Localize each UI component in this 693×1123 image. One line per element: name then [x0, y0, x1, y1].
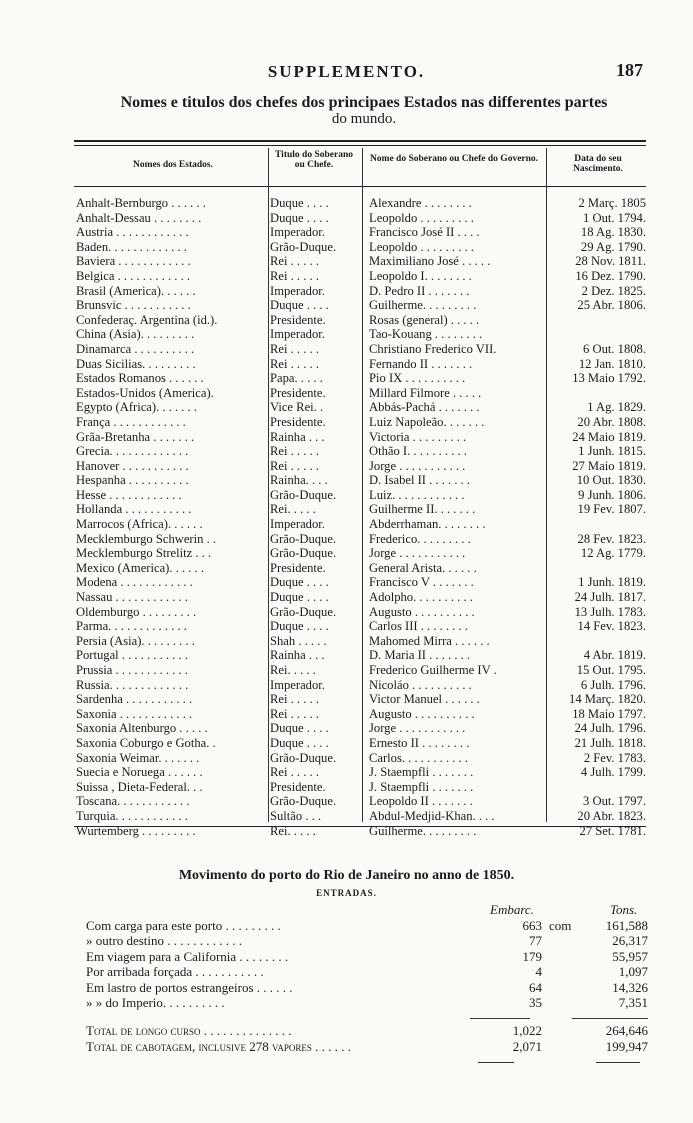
- col-header-vessels: Embarc.: [490, 902, 534, 917]
- table-row: [76, 751, 648, 766]
- ruler-title: Duque . . . .: [270, 196, 329, 210]
- ruler-title: Rei . . . . .: [270, 356, 319, 371]
- col-header-birth: Data do seu Nascimento.: [573, 154, 623, 174]
- table-row: [76, 765, 648, 780]
- state-name: Oldemburgo . . . . . . . . .: [76, 604, 197, 619]
- birth-date: 12 Ag. 1779.: [580, 546, 646, 561]
- state-name: Grãa-Bretanha . . . . . . .: [76, 429, 195, 444]
- state-name: Toscana. . . . . . . . . . . .: [76, 794, 190, 809]
- movement-row: [86, 918, 648, 933]
- table-row: [76, 707, 648, 722]
- ruler-title: Rei . . . . .: [270, 692, 319, 707]
- birth-date: 24 Julh. 1796.: [574, 721, 646, 736]
- movement-row: [86, 964, 648, 979]
- state-name: Turquia. . . . . . . . . . . .: [76, 808, 188, 823]
- ruler-name: D. Pedro II . . . . . . .: [369, 283, 470, 298]
- birth-date: 15 Out. 1795.: [576, 663, 646, 677]
- state-name: Belgica . . . . . . . . . . . .: [76, 268, 191, 283]
- header-bottom-rule: [74, 186, 646, 187]
- ruler-title: Rei. . . . .: [270, 663, 316, 677]
- table-row: [76, 211, 648, 226]
- state-name: Brasil (America). . . . . .: [76, 283, 196, 298]
- ruler-name: Maximiliano José . . . . .: [369, 254, 491, 269]
- ruler-name: Francisco V . . . . . . .: [369, 575, 474, 590]
- sum-rule-tons: [572, 1018, 648, 1019]
- state-name: Saxonia Weimar. . . . . . .: [76, 750, 200, 765]
- birth-date: 13 Julh. 1783.: [574, 604, 646, 619]
- state-name: Wurtemberg . . . . . . . . .: [76, 823, 196, 838]
- table-row: [76, 284, 648, 299]
- table-row: [76, 663, 648, 678]
- table-row: [76, 648, 648, 663]
- movement-tons: 55,957: [612, 948, 648, 964]
- state-name: Hespanha . . . . . . . . . .: [76, 473, 189, 488]
- table-row: [76, 605, 648, 620]
- ruler-name: Abbás-Pachá . . . . . . .: [369, 400, 480, 415]
- ruler-title: Grão-Duque.: [270, 239, 337, 254]
- ruler-name: Victor Manuel . . . . . .: [369, 692, 480, 707]
- birth-date: 24 Maio 1819.: [572, 429, 646, 444]
- birth-date: 13 Maio 1792.: [572, 371, 646, 386]
- birth-date: 4 Abr. 1819.: [583, 648, 646, 663]
- table-row: [76, 298, 648, 313]
- movement-row: [86, 933, 648, 948]
- ruler-title: Grão-Duque.: [270, 546, 337, 561]
- birth-date: 1 Junh. 1819.: [578, 575, 646, 590]
- state-name: Dinamarca . . . . . . . . . .: [76, 341, 195, 356]
- ruler-title: Papa. . . . .: [270, 371, 323, 386]
- birth-date: 21 Julh. 1818.: [574, 735, 646, 750]
- table-row: [76, 561, 648, 576]
- ruler-title: Grão-Duque.: [270, 604, 337, 619]
- ruler-title: Imperador.: [270, 327, 325, 342]
- table-row: [76, 473, 648, 488]
- table-row: [76, 590, 648, 605]
- birth-date: 3 Out. 1797.: [583, 794, 646, 809]
- state-name: Brunsvic . . . . . . . . . . .: [76, 298, 191, 313]
- ruler-title: Rei . . . . .: [270, 341, 319, 356]
- ruler-title: Rei . . . . .: [270, 765, 319, 780]
- ruler-name: Leopoldo . . . . . . . . .: [369, 239, 474, 254]
- end-rule-vessels: [478, 1062, 514, 1063]
- state-name: Parma. . . . . . . . . . . . .: [76, 619, 187, 634]
- movement-vessels: 64: [529, 979, 542, 995]
- totals-table: [86, 1023, 648, 1055]
- state-name: Sardenha . . . . . . . . . . .: [76, 692, 193, 707]
- page-number: 187: [616, 60, 643, 80]
- state-name: Hollanda . . . . . . . . . . .: [76, 502, 192, 517]
- state-name: Marrocos (Africa). . . . . .: [76, 517, 203, 532]
- movement-tons: 14,326: [612, 979, 648, 995]
- state-name: Russia. . . . . . . . . . . . .: [76, 677, 189, 692]
- state-name: Nassau . . . . . . . . . . . .: [76, 590, 188, 605]
- movement-label: Com carga para este porto . . . . . . . . .: [86, 918, 281, 933]
- col-header-states: Nomes dos Estados.: [133, 160, 213, 170]
- state-name: Grecia. . . . . . . . . . . . .: [76, 444, 189, 459]
- ruler-title: Rei . . . . .: [270, 706, 319, 721]
- table-row: [76, 794, 648, 809]
- ruler-title: Imperador.: [270, 283, 325, 298]
- ruler-name: Nicoláo . . . . . . . . . .: [369, 677, 472, 692]
- table-row: [76, 400, 648, 415]
- movement-row: [86, 980, 648, 995]
- running-title: SUPPLEMENTO.: [267, 62, 426, 81]
- birth-date: 1 Out. 1794.: [583, 210, 646, 225]
- table-row: [76, 502, 648, 517]
- states-section-title: [74, 94, 654, 128]
- states-title-line: Nomes e titulos dos chefes dos principaes Estados nas differentes partes: [120, 94, 608, 111]
- ruler-title: Presidente.: [270, 560, 326, 575]
- table-top-rule: [74, 140, 646, 142]
- ruler-title: Rainha . . .: [270, 429, 325, 444]
- ruler-title: Rainha . . .: [270, 648, 325, 663]
- birth-date: 27 Maio 1819.: [572, 458, 646, 473]
- state-name: Estados Romanos . . . . . .: [76, 371, 204, 386]
- ruler-title: Duque . . . .: [270, 735, 329, 750]
- state-name: Portugal . . . . . . . . . . .: [76, 648, 188, 663]
- state-name: Egypto (Africa). . . . . . .: [76, 400, 198, 415]
- movement-vessels: 4: [535, 964, 542, 980]
- table-row: [76, 196, 648, 211]
- birth-date: 20 Abr. 1808.: [577, 414, 646, 429]
- table-row: [76, 327, 648, 342]
- ruler-title: Duque . . . .: [270, 721, 329, 736]
- ruler-title: Imperador.: [270, 517, 325, 532]
- movement-title: Movimento do porto do Rio de Janeiro no anno de 1850.: [178, 868, 515, 883]
- state-name: Confederaç. Argentina (id.).: [76, 312, 218, 327]
- ruler-name: Leopoldo . . . . . . . . .: [369, 210, 474, 225]
- ruler-name: Frederico Guilherme IV .: [369, 663, 497, 677]
- table-row: [76, 444, 648, 459]
- table-top-rule-thin: [74, 145, 646, 146]
- ruler-title: Rei . . . . .: [270, 458, 319, 473]
- state-name: Saxonia Coburgo e Gotha. .: [76, 735, 216, 750]
- col-header-ruler: Nome do Soberano ou Chefe do Governo.: [369, 154, 539, 164]
- birth-date: 25 Abr. 1806.: [577, 298, 646, 313]
- total-tons: 264,646: [605, 1023, 648, 1038]
- birth-date: 14 Març. 1820.: [569, 692, 646, 707]
- state-name: Suecia e Noruega . . . . . .: [76, 765, 203, 780]
- birth-date: 28 Nov. 1811.: [575, 254, 646, 269]
- birth-date: 1 Junh. 1815.: [578, 444, 646, 459]
- state-name: Prussia . . . . . . . . . . . .: [76, 663, 188, 677]
- ruler-title: Sultão . . .: [270, 808, 322, 823]
- table-row: [76, 240, 648, 255]
- state-name: Suissa , Dieta-Federal. . .: [76, 779, 203, 794]
- ruler-title: Grão-Duque.: [270, 794, 337, 809]
- table-row: [76, 780, 648, 795]
- birth-date: 19 Fev. 1807.: [577, 502, 646, 517]
- ruler-title: Presidente.: [270, 385, 326, 400]
- ruler-name: Abderrhaman. . . . . . . .: [369, 517, 486, 532]
- movement-vessels: 77: [529, 933, 542, 949]
- birth-date: 2 Març. 1805: [578, 196, 646, 210]
- state-name: Duas Sicilias. . . . . . . . .: [76, 356, 196, 371]
- table-row: [76, 517, 648, 532]
- ruler-name: Pio IX . . . . . . . . . .: [369, 371, 466, 386]
- state-name: Anhalt-Dessau . . . . . . . .: [76, 210, 202, 225]
- movement-tons: 26,317: [612, 933, 648, 949]
- ruler-name: Francisco José II . . . .: [369, 225, 480, 240]
- ruler-title: Presidente.: [270, 414, 326, 429]
- state-name: Modena . . . . . . . . . . . .: [76, 575, 193, 590]
- table-row: [76, 488, 648, 503]
- ruler-name: Guilherme II. . . . . . .: [369, 502, 476, 517]
- ruler-name: Tao-Kouang . . . . . . . .: [369, 327, 483, 342]
- ruler-title: Grão-Duque.: [270, 531, 337, 546]
- ruler-title: Grão-Duque.: [270, 487, 337, 502]
- table-row: [76, 634, 648, 649]
- state-name: Persia (Asia). . . . . . . . .: [76, 633, 195, 648]
- movement-vessels: 35: [529, 994, 542, 1010]
- table-row: [76, 692, 648, 707]
- ruler-name: D. Maria II . . . . . . .: [369, 648, 471, 663]
- birth-date: 6 Out. 1808.: [583, 341, 646, 356]
- state-name: Baden. . . . . . . . . . . . .: [76, 239, 187, 254]
- birth-date: 2 Fev. 1783.: [583, 750, 646, 765]
- ruler-name: J. Staempfli . . . . . . .: [369, 765, 474, 780]
- movement-label: Em lastro de portos estrangeiros . . . . . .: [86, 979, 293, 995]
- ruler-title: Presidente.: [270, 779, 326, 794]
- ruler-title: Vice Rei. .: [270, 400, 324, 415]
- ruler-name: Carlos III . . . . . . . .: [369, 619, 468, 634]
- table-row: [76, 415, 648, 430]
- ruler-name: J. Staempfli . . . . . . .: [369, 779, 474, 794]
- birth-date: 16 Dez. 1790.: [575, 268, 646, 283]
- state-name: Saxonia Altenburgo . . . . .: [76, 721, 208, 736]
- state-name: Anhalt-Bernburgo . . . . . .: [76, 196, 206, 210]
- total-row: [86, 1023, 648, 1039]
- ruler-name: Guilherme. . . . . . . . .: [369, 823, 477, 838]
- birth-date: 2 Dez. 1825.: [581, 283, 646, 298]
- ruler-title: Presidente.: [270, 312, 326, 327]
- ruler-title: Rainha. . . .: [270, 473, 328, 488]
- state-name: China (Asia). . . . . . . . .: [76, 327, 195, 342]
- ruler-name: Ernesto II . . . . . . . .: [369, 735, 470, 750]
- ruler-name: Millard Filmore . . . . .: [369, 385, 482, 400]
- state-name: Hesse . . . . . . . . . . . .: [76, 487, 182, 502]
- total-row: [86, 1039, 648, 1055]
- movement-tons: 7,351: [618, 994, 648, 1010]
- table-row: [76, 459, 648, 474]
- total-label: Total de longo curso . . . . . . . . . . . . . .: [86, 1023, 292, 1038]
- total-vessels: 1,022: [512, 1023, 542, 1038]
- table-row: [76, 736, 648, 751]
- birth-date: 18 Maio 1797.: [572, 706, 646, 721]
- ruler-title: Rei . . . . .: [270, 444, 319, 459]
- birth-date: 9 Junh. 1806.: [578, 487, 646, 502]
- state-name: Mexico (America). . . . . .: [76, 560, 204, 575]
- ruler-name: Jorge . . . . . . . . . . .: [369, 721, 466, 736]
- movement-tons: 1,097: [618, 964, 648, 980]
- ruler-name: Augusto . . . . . . . . . .: [369, 604, 475, 619]
- ruler-name: Augusto . . . . . . . . . .: [369, 706, 475, 721]
- state-name: França . . . . . . . . . . . .: [76, 414, 186, 429]
- birth-date: 27 Set. 1781.: [579, 823, 646, 838]
- table-row: [76, 809, 648, 824]
- ruler-name: Luiz Napoleão. . . . . . .: [369, 414, 485, 429]
- ruler-name: Fernando II . . . . . . .: [369, 356, 473, 371]
- sum-rule-vessels: [470, 1018, 530, 1019]
- ruler-name: General Arista. . . . . .: [369, 560, 477, 575]
- ruler-name: Luiz. . . . . . . . . . . .: [369, 487, 465, 502]
- ruler-name: Leopoldo I. . . . . . . .: [369, 268, 472, 283]
- table-row: [76, 313, 648, 328]
- table-row: [76, 532, 648, 547]
- state-name: Estados-Unidos (America).: [76, 385, 214, 400]
- col-header-tons: Tons.: [610, 902, 638, 917]
- birth-date: 4 Julh. 1799.: [580, 765, 646, 780]
- ruler-name: Leopoldo II . . . . . . .: [369, 794, 473, 809]
- state-name: Mecklemburgo Strelitz . . .: [76, 546, 212, 561]
- ruler-name: Alexandre . . . . . . . .: [369, 196, 472, 210]
- state-name: Hanover . . . . . . . . . . .: [76, 458, 189, 473]
- ruler-title: Duque . . . .: [270, 590, 329, 605]
- ruler-title: Shah . . . . .: [270, 633, 327, 648]
- ruler-name: Christiano Frederico VII.: [369, 341, 497, 356]
- ruler-name: Victoria . . . . . . . . .: [369, 429, 467, 444]
- states-table: [76, 196, 648, 838]
- table-row: [76, 386, 648, 401]
- ruler-name: Adolpho. . . . . . . . . .: [369, 590, 473, 605]
- movement-row: [86, 949, 648, 964]
- ruler-name: Guilherme. . . . . . . . .: [369, 298, 477, 313]
- ruler-name: Mahomed Mirra . . . . . .: [369, 633, 490, 648]
- ruler-title: Rei . . . . .: [270, 268, 319, 283]
- table-row: [76, 619, 648, 634]
- movement-table: [86, 918, 648, 1010]
- birth-date: 28 Fev. 1823.: [577, 531, 646, 546]
- ruler-title: Duque . . . .: [270, 298, 329, 313]
- movement-label: Por arribada forçada . . . . . . . . . . .: [86, 964, 264, 980]
- ruler-name: Rosas (general) . . . . .: [369, 312, 480, 327]
- total-tons: 199,947: [605, 1039, 648, 1054]
- table-row: [76, 575, 648, 590]
- end-rule-tons: [596, 1062, 640, 1063]
- birth-date: 6 Julh. 1796.: [580, 677, 646, 692]
- ruler-title: Rei. . . . .: [270, 823, 316, 838]
- movement-label: » » do Imperio. . . . . . . . . .: [86, 994, 225, 1010]
- table-row: [76, 430, 648, 445]
- ruler-name: Frederico. . . . . . . . .: [369, 531, 471, 546]
- birth-date: 14 Fev. 1823.: [577, 619, 646, 634]
- movement-unit: com: [549, 918, 572, 933]
- col-header-title: Titulo do Soberano ou Chefe.: [275, 150, 353, 170]
- ruler-title: Grão-Duque.: [270, 750, 337, 765]
- birth-date: 10 Out. 1830.: [576, 473, 646, 488]
- table-row: [76, 342, 648, 357]
- birth-date: 18 Ag. 1830.: [580, 225, 646, 240]
- movement-row: [86, 995, 648, 1010]
- movement-label: Em viagem para a California . . . . . . . .: [86, 948, 289, 964]
- table-row: [76, 371, 648, 386]
- table-row: [76, 721, 648, 736]
- ruler-title: Duque . . . .: [270, 210, 329, 225]
- table-bottom-rule: [74, 826, 646, 827]
- ruler-title: Imperador.: [270, 225, 325, 240]
- movement-vessels: 179: [522, 948, 542, 964]
- table-row: [76, 225, 648, 240]
- birth-date: 24 Julh. 1817.: [574, 590, 646, 605]
- ruler-name: Carlos. . . . . . . . . . .: [369, 750, 468, 765]
- state-name: Austria . . . . . . . . . . . .: [76, 225, 189, 240]
- ruler-title: Rei . . . . .: [270, 254, 319, 269]
- table-row: [76, 678, 648, 693]
- ruler-name: Jorge . . . . . . . . . . .: [369, 458, 466, 473]
- movement-subtitle: ENTRADAS.: [316, 888, 377, 898]
- total-vessels: 2,071: [512, 1039, 542, 1054]
- birth-date: 1 Ag. 1829.: [587, 400, 646, 415]
- birth-date: 29 Ag. 1790.: [580, 239, 646, 254]
- ruler-title: Duque . . . .: [270, 575, 329, 590]
- movement-vessels: 663: [522, 918, 542, 933]
- table-row: [76, 546, 648, 561]
- ruler-title: Imperador.: [270, 677, 325, 692]
- ruler-name: Abdul-Medjid-Khan. . . .: [369, 808, 495, 823]
- ruler-name: D. Isabel II . . . . . . .: [369, 473, 471, 488]
- movement-tons: 161,588: [605, 918, 648, 933]
- ruler-title: Duque . . . .: [270, 619, 329, 634]
- birth-date: 20 Abr. 1823.: [577, 808, 646, 823]
- states-title-cont: do mundo.: [331, 111, 397, 127]
- total-label: Total de cabotagem, inclusive 278 vapores . . . . . .: [86, 1039, 351, 1054]
- ruler-name: Jorge . . . . . . . . . . .: [369, 546, 466, 561]
- table-row: [76, 269, 648, 284]
- state-name: Baviera . . . . . . . . . . . .: [76, 254, 191, 269]
- table-row: [76, 357, 648, 372]
- movement-label: » outro destino . . . . . . . . . . . .: [86, 933, 242, 949]
- ruler-title: Rei. . . . .: [270, 502, 316, 517]
- state-name: Mecklemburgo Schwerin . .: [76, 531, 217, 546]
- birth-date: 12 Jan. 1810.: [578, 356, 646, 371]
- state-name: Saxonia . . . . . . . . . . . .: [76, 706, 193, 721]
- ruler-name: Othão I. . . . . . . . . .: [369, 444, 467, 459]
- table-row: [76, 254, 648, 269]
